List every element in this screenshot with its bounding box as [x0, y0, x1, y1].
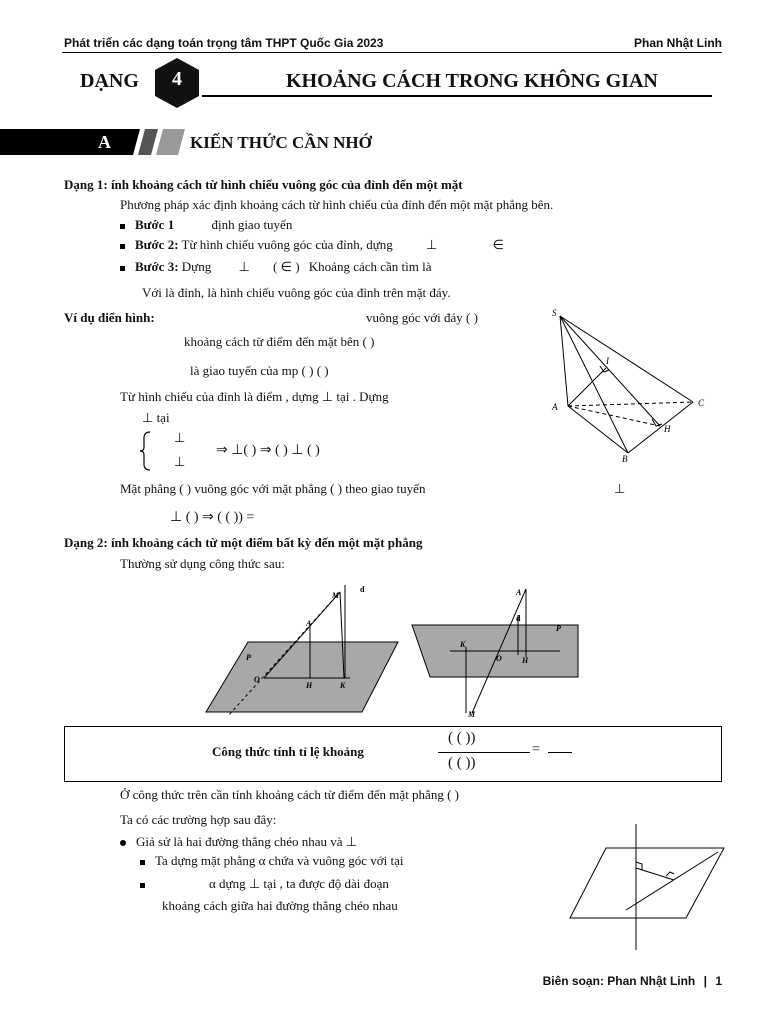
footer: Biên soạn: Phan Nhật Linh | 1	[542, 974, 722, 988]
header-right: Phan Nhật Linh	[634, 36, 722, 50]
step2: Bước 2: Từ hình chiếu vuông góc của đỉnh, dựng ⊥ ∈	[120, 237, 504, 253]
label-A: A	[306, 619, 312, 628]
page-title: KHOẢNG CÁCH TRONG KHÔNG GIAN	[286, 70, 658, 92]
bullet-icon	[120, 244, 125, 249]
sub-bullet-2b: khoảng cách giữa hai đường thẳng chéo nhau	[162, 898, 398, 913]
after-line1: Ở công thức trên cần tính khoảng cách từ điểm đến mặt phẳng ( )	[120, 787, 459, 802]
plane-figure-right	[410, 585, 590, 720]
example-line2: khoảng cách từ điểm đến mặt bên ( )	[184, 334, 375, 349]
example-line3: là giao tuyến của mp ( ) ( )	[190, 363, 329, 378]
formula-denominator: ( ( ))	[448, 755, 476, 771]
label-H: H	[522, 656, 529, 665]
example-line6-sym: ⊥	[614, 481, 626, 496]
plane-figure-left	[200, 580, 410, 720]
fraction-bar	[438, 752, 530, 753]
label-K: K	[340, 681, 346, 690]
header-left: Phát triển các dạng toán trọng tâm THPT Quốc Gia 2023	[64, 36, 384, 50]
label-d: d	[360, 585, 365, 594]
label-M: M	[468, 710, 476, 719]
sub-bullet-2: α dựng ⊥ tại , ta được độ dài đoạn	[140, 876, 389, 892]
implies-line: ⇒ ⊥( ) ⇒ ( ) ⊥ ( )	[216, 443, 320, 458]
dang-label: DẠNG	[80, 70, 139, 92]
skew-lines-figure	[568, 822, 728, 952]
bullet-1: Giả sử là hai đường thẳng chéo nhau và ⊥	[120, 834, 357, 850]
sub-bullet-1: Ta dựng mặt phẳng α chứa và vuông góc với tại	[140, 853, 404, 869]
label-P: P	[556, 624, 561, 633]
example-line7: ⊥ ( ) ⇒ ( ( )) =	[170, 510, 255, 525]
bullet-icon	[140, 860, 145, 865]
header-rule	[62, 52, 722, 53]
system-line1: ⊥	[174, 430, 186, 445]
bullet-icon	[120, 840, 126, 846]
formula-numerator: ( ( ))	[448, 730, 476, 746]
system-brace	[138, 430, 154, 472]
label-H: H	[664, 424, 671, 434]
dang1-intro: Phương pháp xác định khoảng cách từ hình chiếu của đỉnh đến một mặt phẳng bên.	[120, 197, 554, 212]
label-O: O	[254, 675, 260, 684]
section-letter: A	[98, 132, 111, 152]
step1: Bước 1 định giao tuyến	[120, 217, 292, 233]
step3: Bước 3: Dựng ⊥ ( ∈ ) Khoảng cách cần tìm là	[120, 259, 432, 275]
dang1-title: Dạng 1: ính khoảng cách từ hình chiếu vuông góc của đỉnh đến một mặt	[64, 177, 463, 192]
label-B: B	[622, 454, 628, 464]
label-P: P	[246, 653, 251, 662]
label-O: O	[496, 654, 502, 663]
label-H: H	[306, 681, 313, 690]
bullet-icon	[140, 883, 145, 888]
bullet-icon	[120, 224, 125, 229]
after-line2: Ta có các trường hợp sau đây:	[120, 812, 277, 827]
example-label: Ví dụ điển hình:	[64, 310, 155, 325]
label-M: M	[332, 591, 340, 600]
pyramid-figure	[548, 308, 718, 468]
label-d: d	[516, 614, 521, 623]
example-line6: Mặt phẳng ( ) vuông góc với mặt phẳng ( ) theo giao tuyến	[120, 481, 426, 496]
title-rule	[202, 95, 712, 97]
example-line4: Từ hình chiếu của đỉnh là điểm , dựng ⊥ tại . Dựng	[120, 389, 389, 404]
label-S: S	[552, 308, 557, 318]
label-A: A	[516, 588, 522, 597]
section-banner	[0, 129, 185, 155]
dang2-intro: Thường sử dụng công thức sau:	[120, 556, 285, 571]
formula-box	[64, 726, 722, 782]
formula-equals: =	[532, 742, 540, 757]
label-A: A	[552, 402, 558, 412]
with-text: Với là đỉnh, là hình chiếu vuông góc của đỉnh trên mặt đáy.	[142, 285, 451, 300]
bullet-icon	[120, 266, 125, 271]
label-I: I	[606, 356, 609, 366]
label-K: K	[460, 640, 466, 649]
formula-label: Công thức tính tỉ lệ khoảng	[212, 744, 364, 759]
example-line1: vuông góc với đáy ( )	[366, 310, 478, 325]
system-line2: ⊥	[174, 454, 186, 469]
example-line5: ⊥ tại	[142, 410, 170, 425]
fraction-bar-right	[548, 752, 572, 753]
dang-number: 4	[172, 68, 182, 90]
section-title: KIẾN THỨC CẦN NHỚ	[190, 133, 372, 152]
dang2-title: Dạng 2: ính khoảng cách từ một điểm bất kỳ đến một mặt phẳng	[64, 535, 423, 550]
label-C: C	[698, 398, 705, 408]
page-number: 1	[715, 974, 722, 988]
